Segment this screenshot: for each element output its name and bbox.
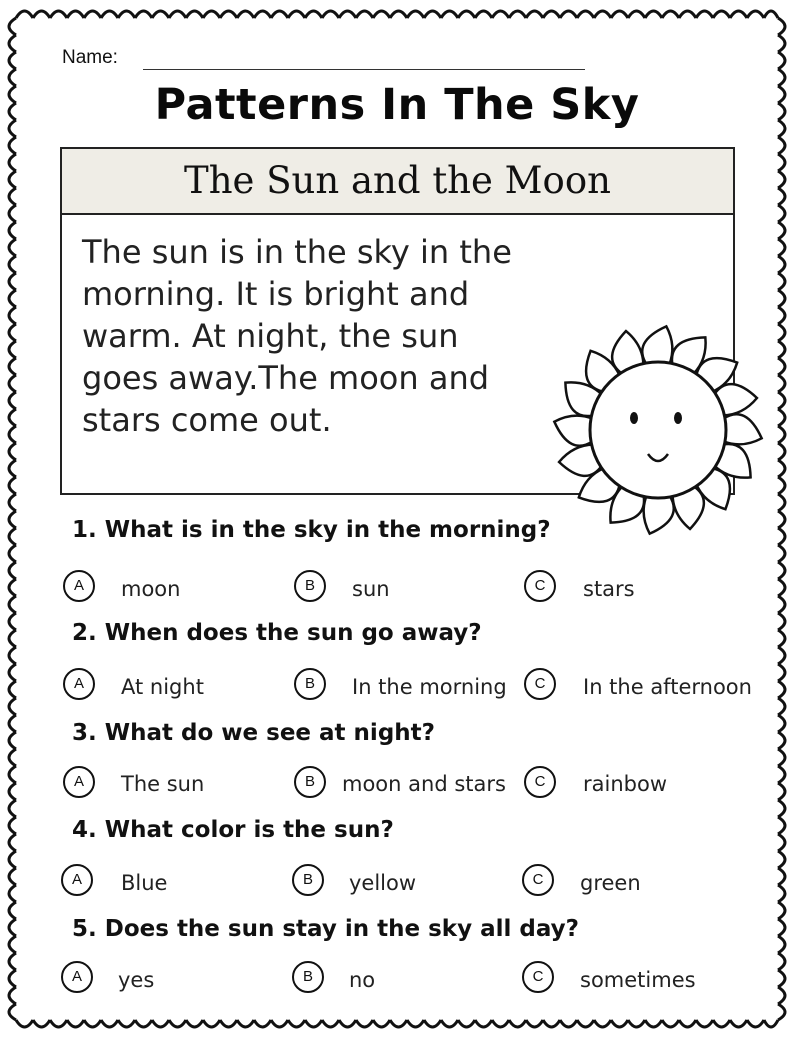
q3-option-b-bubble[interactable]: B	[294, 766, 326, 798]
q2-option-a-bubble[interactable]: A	[63, 668, 95, 700]
q1-option-c-text: stars	[583, 577, 635, 601]
q2-option-b-bubble[interactable]: B	[294, 668, 326, 700]
sun-ray	[554, 416, 593, 446]
question-5: 5. Does the sun stay in the sky all day?	[72, 916, 579, 942]
q3-option-b-text: moon and stars	[342, 772, 506, 796]
q2-option-b-text: In the morning	[352, 675, 507, 699]
q3-option-c-text: rainbow	[583, 772, 667, 796]
sun-illustration	[536, 308, 780, 552]
story-line: stars come out.	[82, 401, 332, 439]
page-title: Patterns In The Sky	[154, 80, 640, 130]
q4-option-a-bubble[interactable]: A	[61, 864, 93, 896]
name-label: Name:	[62, 47, 118, 68]
q3-option-a-bubble[interactable]: A	[63, 766, 95, 798]
sun-right-eye	[674, 412, 682, 424]
q2-option-a-text: At night	[121, 675, 204, 699]
story-line: warm. At night, the sun	[82, 317, 459, 355]
q2-option-c-bubble[interactable]: C	[524, 668, 556, 700]
q1-option-a-text: moon	[121, 577, 181, 601]
q4-option-b-bubble[interactable]: B	[292, 864, 324, 896]
sun-ray	[642, 326, 672, 365]
q5-option-c-bubble[interactable]: C	[522, 961, 554, 993]
q4-option-c-bubble[interactable]: C	[522, 864, 554, 896]
q1-option-b-text: sun	[352, 577, 390, 601]
q5-option-a-bubble[interactable]: A	[61, 961, 93, 993]
name-write-line[interactable]	[143, 69, 585, 70]
story-subtitle: The Sun and the Moon	[62, 149, 733, 215]
q3-option-a-text: The sun	[121, 772, 205, 796]
story-line: goes away.The moon and	[82, 359, 490, 397]
q3-option-c-bubble[interactable]: C	[524, 766, 556, 798]
q1-option-c-bubble[interactable]: C	[524, 570, 556, 602]
sun-ray	[644, 495, 674, 534]
story-line: The sun is in the sky in the	[82, 233, 512, 271]
question-1: 1. What is in the sky in the morning?	[72, 517, 551, 543]
q1-option-a-bubble[interactable]: A	[63, 570, 95, 602]
q4-option-b-text: yellow	[349, 871, 417, 895]
q2-option-c-text: In the afternoon	[583, 675, 752, 699]
question-3: 3. What do we see at night?	[72, 720, 435, 746]
sun-left-eye	[630, 412, 638, 424]
q5-option-a-text: yes	[118, 968, 155, 992]
q5-option-c-text: sometimes	[580, 968, 696, 992]
q4-option-a-text: Blue	[121, 871, 168, 895]
q1-option-b-bubble[interactable]: B	[294, 570, 326, 602]
story-text	[82, 231, 552, 441]
q5-option-b-text: no	[349, 968, 376, 992]
q5-option-b-bubble[interactable]: B	[292, 961, 324, 993]
q4-option-c-text: green	[580, 871, 641, 895]
story-line: morning. It is bright and	[82, 275, 470, 313]
sun-ray	[723, 414, 762, 444]
question-4: 4. What color is the sun?	[72, 817, 394, 843]
question-2: 2. When does the sun go away?	[72, 620, 482, 646]
